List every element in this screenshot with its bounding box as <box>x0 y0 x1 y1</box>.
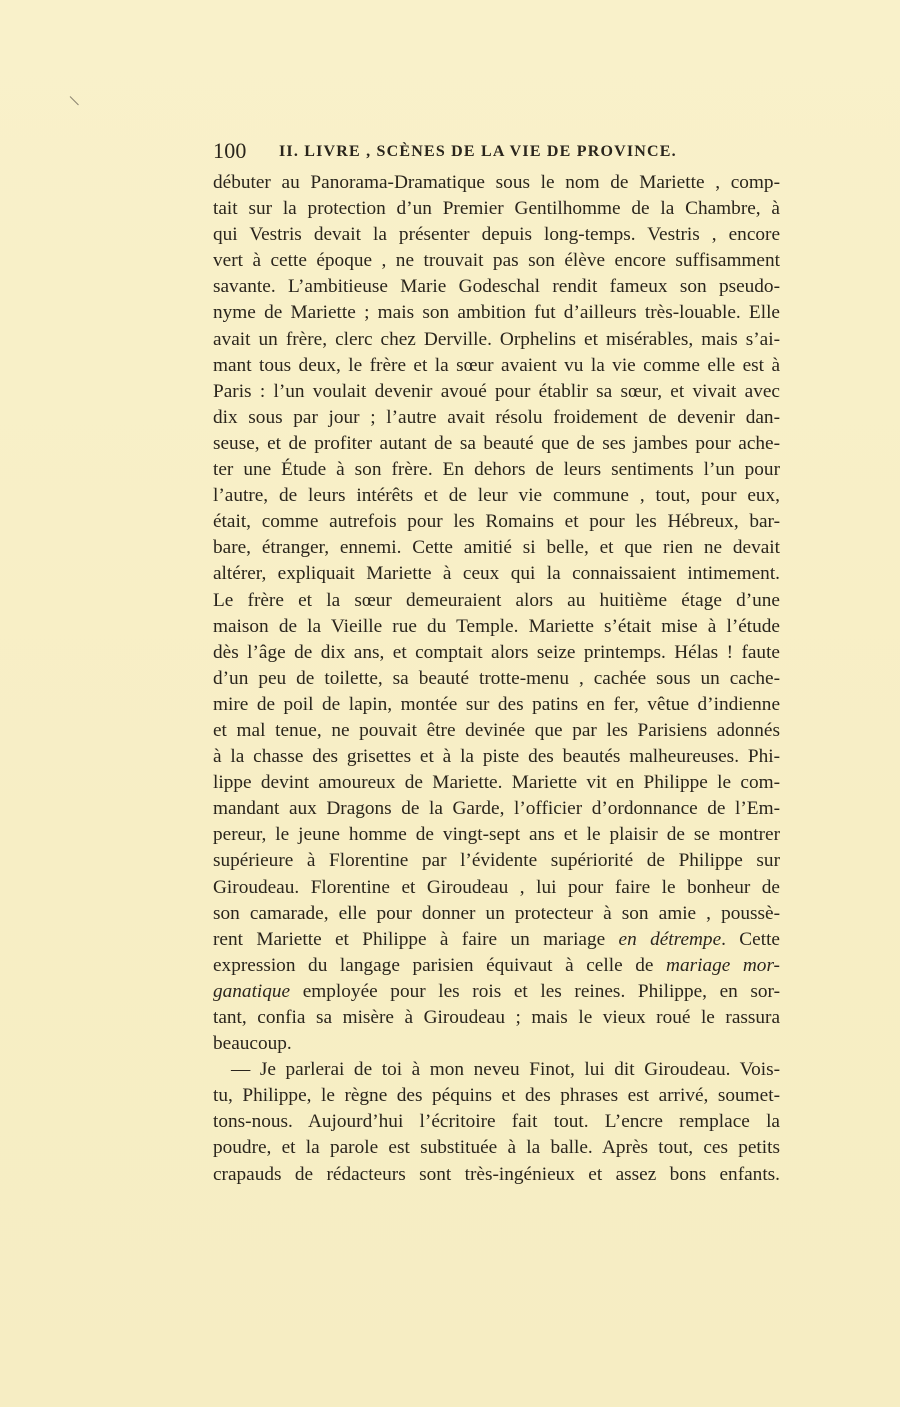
text-line-with-italic <box>213 979 780 1005</box>
text-line: Le frère et la sœur demeuraient alors au huitième étage d’une <box>213 589 780 611</box>
text-line: mant tous deux, le frère et la sœur avaient vu la vie comme elle est à <box>213 354 780 376</box>
text-line: était, comme autrefois pour les Romains et pour les Hébreux, bar- <box>213 511 780 533</box>
text-line: nyme de Mariette ; mais son ambition fut d’ailleurs très-louable. Elle <box>213 302 780 324</box>
text-line: ter une Étude à son frère. En dehors de leurs sentiments l’un pour <box>213 459 780 481</box>
text-line: tait sur la protection d’un Premier Gentilhomme de la Chambre, à <box>213 198 780 220</box>
text-run: employée pour les rois et les reines. Philippe, en sor- <box>290 980 780 1002</box>
italic-phrase: en détrempe <box>618 928 722 950</box>
text-line: mandant aux Dragons de la Garde, l’officier d’ordonnance de l’Em- <box>213 798 780 820</box>
text-line: débuter au Panorama-Dramatique sous le nom de Mariette , comp- <box>213 172 780 193</box>
text-line: Giroudeau. Florentine et Giroudeau , lui pour faire le bonheur de <box>213 876 780 898</box>
text-line: vert à cette époque , ne trouvait pas son élève encore suffisamment <box>213 250 780 272</box>
text-line: supérieure à Florentine par l’évidente supériorité de Philippe sur <box>213 850 780 872</box>
page-number: 100 <box>213 138 247 163</box>
text-line: son camarade, elle pour donner un protecteur à son amie , poussè- <box>213 902 780 924</box>
text-line: tu, Philippe, le règne des péquins et des phrases est arrivé, soumet- <box>213 1085 780 1107</box>
text-line: tons-nous. Aujourd’hui l’écritoire fait tout. L’encre remplace la <box>213 1111 780 1133</box>
page-header <box>213 139 780 165</box>
text-line: Paris : l’un voulait devenir avoué pour établir sa sœur, et vivait avec <box>213 380 780 402</box>
text-line: d’un peu de toilette, sa beauté trotte-menu , cachée sous un cache- <box>213 667 780 689</box>
text-run: rent Mariette et Philippe à faire un mariage <box>213 928 619 950</box>
text-line: dès l’âge de dix ans, et comptait alors seize printemps. Hélas ! faute <box>213 641 780 663</box>
text-line: mire de poil de lapin, montée sur des patins en fer, vêtue d’indienne <box>213 693 780 715</box>
text-line-with-italic <box>213 953 780 979</box>
text-line: seuse, et de profiter autant de sa beauté que de ses jambes pour ache- <box>213 432 780 454</box>
paragraph-last-line: beaucoup. <box>213 1033 292 1055</box>
text-line: et mal tenue, ne pouvait être devinée que par les Parisiens adonnés <box>213 719 780 741</box>
margin-mark <box>70 96 79 105</box>
running-title: II. LIVRE , SCÈNES DE LA VIE DE PROVINCE. <box>279 143 677 160</box>
text-line: pereur, le jeune homme de vingt-sept ans et le plaisir de se montrer <box>213 824 780 846</box>
text-line: dix sous par jour ; l’autre avait résolu froidement de devenir dan- <box>213 406 780 428</box>
text-line: qui Vestris devait la présenter depuis long-temps. Vestris , encore <box>213 224 780 246</box>
text-run: . Cette <box>721 928 780 950</box>
text-line: altérer, expliquait Mariette à ceux qui la connaissaient intimement. <box>213 563 780 585</box>
text-line: lippe devint amoureux de Mariette. Mariette vit en Philippe le com- <box>213 772 780 794</box>
text-line: bare, étranger, ennemi. Cette amitié si belle, et que rien ne devait <box>213 537 780 559</box>
text-line: maison de la Vieille rue du Temple. Mariette s’était mise à l’étude <box>213 615 780 637</box>
text-line: à la chasse des grisettes et à la piste des beautés malheureuses. Phi- <box>213 746 780 768</box>
body-text <box>213 170 780 1188</box>
text-line: savante. L’ambitieuse Marie Godeschal rendit fameux son pseudo- <box>213 276 780 298</box>
text-line: tant, confia sa misère à Giroudeau ; mais le vieux roué le rassura <box>213 1007 780 1028</box>
italic-phrase: mariage mor- <box>666 954 780 976</box>
text-line: avait un frère, clerc chez Derville. Orphelins et misérables, mais s’ai- <box>213 328 780 350</box>
text-line: l’autre, de leurs intérêts et de leur vie commune , tout, pour eux, <box>213 485 780 507</box>
text-line: poudre, et la parole est substituée à la balle. Après tout, ces petits <box>213 1137 780 1159</box>
text-line: crapauds de rédacteurs sont très-ingénieux et assez bons enfants. <box>213 1163 780 1185</box>
italic-phrase: ganatique <box>213 980 291 1002</box>
text-line-with-italic <box>213 927 780 953</box>
dialogue-line: — Je parlerai de toi à mon neveu Finot, lui dit Giroudeau. Vois- <box>231 1059 780 1081</box>
text-run: expression du langage parisien équivaut à celle de <box>213 954 667 976</box>
